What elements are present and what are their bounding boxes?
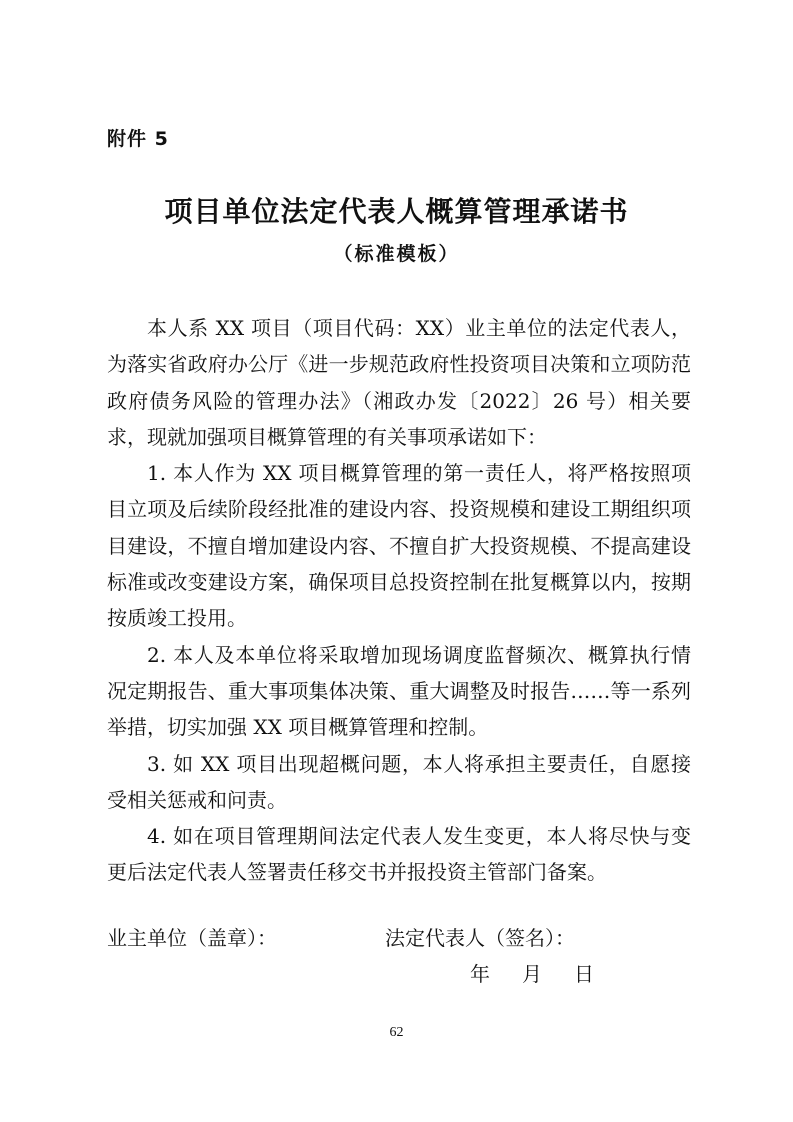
commitment-item-3: 3. 如 XX 项目出现超概问题，本人将承担主要责任，自愿接受相关惩戒和问责。 (107, 751, 691, 812)
commitment-item-4: 4. 如在项目管理期间法定代表人发生变更，本人将尽快与变更后法定代表人签署责任移交书并报投资主管部门备案。 (107, 824, 691, 885)
signature-date (470, 958, 594, 987)
year-label: 年 (470, 962, 490, 986)
commitment-item-2: 2. 本人及本单位将采取增加现场调度监督频次、概算执行情况定期报告、重大事项集体决策、重大调整及时报告……等一系列举措，切实加强 XX 项目概算管理和控制。 (107, 642, 691, 740)
signature-row (107, 922, 691, 952)
document-subtitle: （标准模板） (333, 243, 460, 265)
attachment-label: 附件 5 (107, 128, 169, 150)
intro-paragraph: 本人系 XX 项目（项目代码：XX）业主单位的法定代表人，为落实省政府办公厅《进一步规范政府性投资项目决策和立项防范政府债务风险的管理办法》（湘政办发〔2022〕26 号）相关要求，现就加强项目概算管理的有关事项承诺如下： (107, 316, 691, 449)
month-label: 月 (522, 962, 542, 986)
legal-representative-signature-label: 法定代表人（签名）： (385, 926, 575, 950)
page-number: 62 (389, 1025, 404, 1040)
document-title: 项目单位法定代表人概算管理承诺书 (164, 195, 629, 228)
day-label: 日 (574, 962, 594, 986)
owner-unit-seal-label: 业主单位（盖章）： (107, 926, 277, 950)
commitment-item-1: 1. 本人作为 XX 项目概算管理的第一责任人，将严格按照项目立项及后续阶段经批准的建设内容、投资规模和建设工期组织项目建设，不擅自增加建设内容、不擅自扩大投资规模、不提高建设标准或改变建设方案，确保项目总投资控制在批复概算以内，按期按质竣工投用。 (107, 461, 691, 631)
document-body (107, 310, 691, 891)
